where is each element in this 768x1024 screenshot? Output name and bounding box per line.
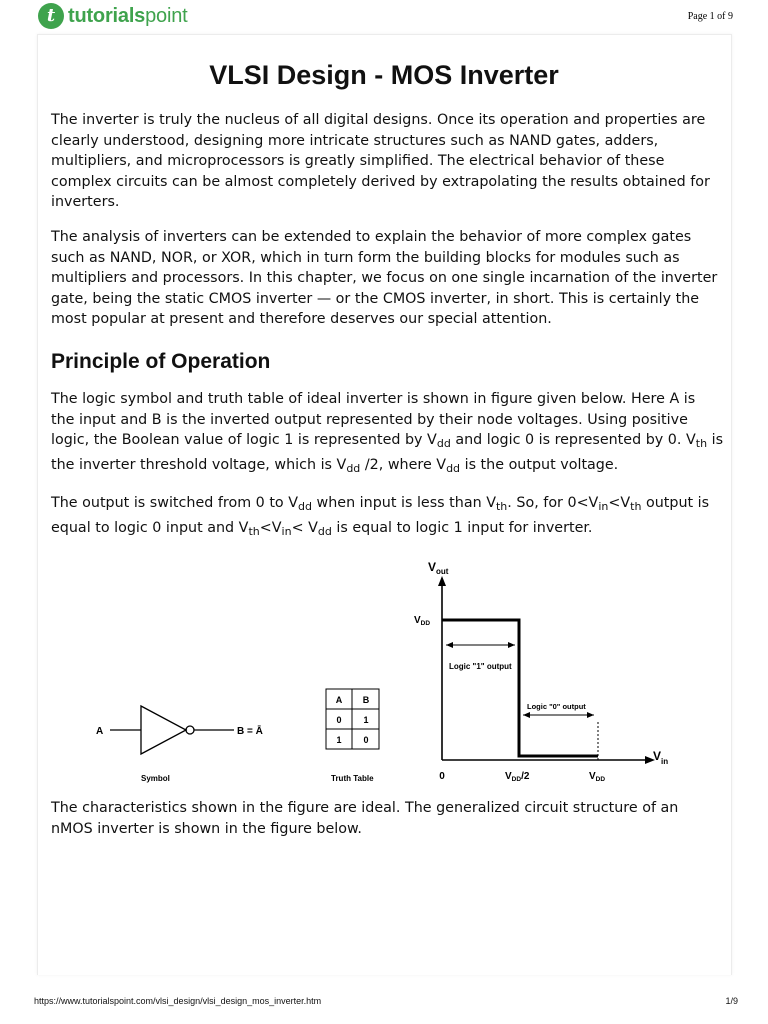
x-tick-zero: 0 xyxy=(439,771,445,782)
truth-cell: 1 xyxy=(363,715,369,725)
truth-table-caption: Truth Table xyxy=(331,774,374,783)
principle-paragraph-2: The output is switched from 0 to $V_{dd}$ when input is less than $V_{th}$. So, for $0<V_{in}<V_{th}$ output is equal to logic 0 input and $V_{th}<V_{in}< V_{dd}$ is equal to logic 1 input for inverter. xyxy=(51,495,710,538)
logic0-label: Logic "0" output xyxy=(527,702,586,711)
logo-wordmark: tutorialspoint xyxy=(68,4,188,27)
inverter-symbol xyxy=(96,706,263,783)
symbol-output-label: B = Ā xyxy=(237,726,263,737)
symbol-caption: Symbol xyxy=(141,774,170,783)
vdd-label: $V_{DD}$ xyxy=(414,615,431,627)
intro-paragraph-2: The analysis of inverters can be extended to explain the behavior of more complex gates such as NAND, NOR, or XOR, which in turn form the building blocks for modules such as multipliers and processors. In this chapter, we focus on one single incarnation of the inverter gate, being the static CMOS inverter — or the CMOS inverter, in short. This is certainly the most popular at present and therefore deserves our special attention. xyxy=(51,229,718,328)
tutorialspoint-logo[interactable] xyxy=(38,3,187,29)
intro-paragraph-1: The inverter is truly the nucleus of all digital designs. Once its operation and properties are clearly understood, designing more intricate structures such as NAND gates, adders, multipliers, and microprocessors is greatly simplified. The electrical behavior of these complex circuits can be almost completely derived by extrapolating the results obtained for inverters. xyxy=(51,112,710,211)
x-tick-vdd: $V_{DD}$ xyxy=(589,771,606,783)
truth-cell: 1 xyxy=(336,735,342,745)
footer-url-link[interactable]: https://www.tutorialspoint.com/vlsi_design/vlsi_design_mos_inverter.htm xyxy=(34,996,322,1006)
x-tick-half-vdd: $V_{DD}/2$ xyxy=(505,771,530,783)
characteristics-paragraph: The characteristics shown in the figure are ideal. The generalized circuit structure of an nMOS inverter is shown in the figure below. xyxy=(51,800,679,837)
page-header xyxy=(0,0,768,34)
x-axis-label: $V_{in}$ xyxy=(653,749,669,766)
inverter-triangle xyxy=(141,706,186,754)
page-indicator: Page 1 of 9 xyxy=(687,11,733,22)
symbol-input-label: A xyxy=(96,726,104,737)
transfer-graph xyxy=(414,560,668,783)
truth-table xyxy=(326,689,379,783)
y-axis-arrow xyxy=(438,576,446,586)
principle-paragraph-1: The logic symbol and truth table of ideal inverter is shown in figure given below. Here A is the input and B is the inverted output represented by their node voltages. Using positive logic, the Boolean value of logic 1 is represented by $V_{dd}$ and logic 0 is represented by 0. $V_{th}$ is the inverter threshold voltage, which is $V_{dd}$ /2, where $V_{dd}$ is the output voltage. xyxy=(51,391,724,475)
logic1-label: Logic "1" output xyxy=(449,662,512,671)
inverter-figure xyxy=(0,548,768,798)
logo-icon: t xyxy=(38,3,64,29)
truth-header-a: A xyxy=(335,695,343,705)
truth-cell: 0 xyxy=(336,715,342,725)
page-title: VLSI Design - MOS Inverter xyxy=(209,60,559,90)
truth-cell: 0 xyxy=(363,735,369,745)
section-heading: Principle of Operation xyxy=(51,350,271,373)
truth-header-b: B xyxy=(362,695,370,705)
y-axis-label: $V_{out}$ xyxy=(428,560,449,576)
footer-page-number: 1/9 xyxy=(725,996,738,1006)
transfer-curve xyxy=(442,620,598,756)
